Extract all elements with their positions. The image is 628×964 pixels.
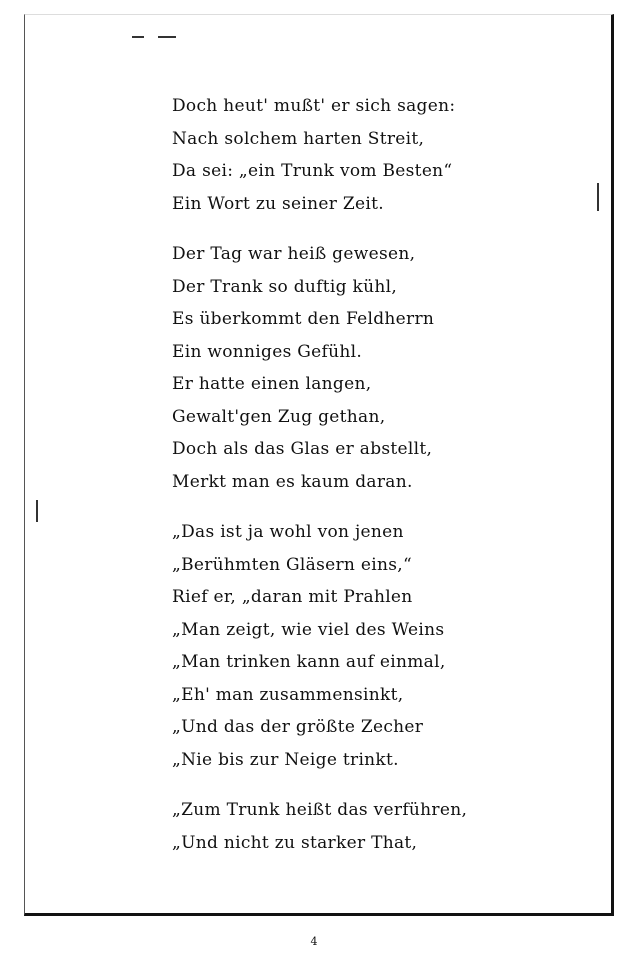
stanza-2: [172, 238, 502, 498]
verse-line: Der Tag war heiß gewesen,: [172, 244, 416, 264]
poem: [172, 90, 502, 877]
verse-line: Merkt man es kaum daran.: [172, 471, 413, 492]
page-number: 4: [310, 935, 318, 948]
stanza-4: [172, 794, 502, 859]
printer-mark-top: [158, 36, 176, 38]
verse-line: „Eh' man zusammensinkt,: [172, 684, 404, 705]
margin-mark-right: [597, 183, 599, 211]
stanza-3: [172, 516, 502, 776]
verse-line: „Berühmten Gläsern eins,“: [172, 554, 412, 575]
stanza-1: [172, 90, 502, 220]
verse-line: Der Trank so duftig kühl,: [172, 276, 398, 297]
verse-line: „Nie bis zur Neige trinkt.: [172, 749, 399, 770]
verse-line: „Man trinken kann auf einmal,: [172, 652, 446, 672]
verse-line: Doch heut' mußt' er sich sagen:: [172, 96, 456, 116]
verse-line: „Zum Trunk heißt das verführen,: [172, 800, 468, 820]
margin-mark-left: [36, 500, 38, 522]
verse-line: „Und nicht zu starker That,: [172, 832, 418, 853]
verse-line: Rief er, „daran mit Prahlen: [172, 587, 413, 607]
verse-line: Da sei: „ein Trunk vom Besten“: [172, 161, 453, 181]
verse-line: Ein Wort zu seiner Zeit.: [172, 193, 384, 214]
verse-line: „Das ist ja wohl von jenen: [172, 522, 404, 542]
printer-mark-top: [132, 36, 144, 38]
verse-line: „Man zeigt, wie viel des Weins: [172, 619, 445, 640]
verse-line: Nach solchem harten Streit,: [172, 128, 425, 149]
verse-line: Ein wonniges Gefühl.: [172, 341, 363, 362]
verse-line: Doch als das Glas er abstellt,: [172, 439, 433, 459]
verse-line: „Und das der größte Zecher: [172, 717, 424, 737]
verse-line: Gewalt'gen Zug gethan,: [172, 406, 386, 427]
verse-line: Er hatte einen langen,: [172, 374, 372, 394]
verse-line: Es überkommt den Feldherrn: [172, 309, 435, 329]
